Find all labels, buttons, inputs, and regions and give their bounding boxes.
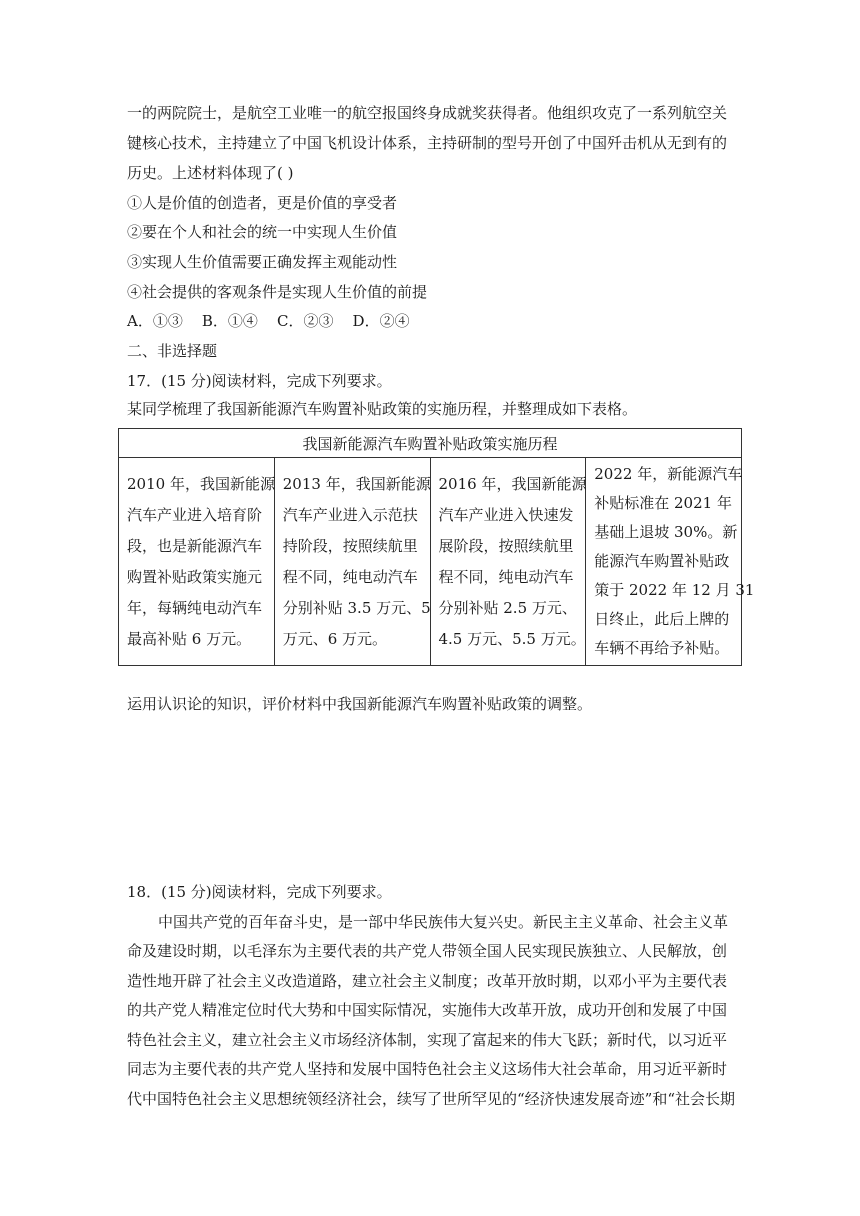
q18-stem: 18．(15 分)阅读材料，完成下列要求。	[127, 883, 392, 901]
q16-option-4: ④社会提供的客观条件是实现人生价值的前提	[127, 283, 428, 301]
q17-stem: 17．(15 分)阅读材料，完成下列要求。	[127, 372, 392, 390]
cell-text: 日终止，此后上牌的	[594, 610, 730, 628]
q18-line-7: 代中国特色社会主义思想统领经济社会，续写了世所罕见的“经济快速发展奇迹”和“社会长期	[127, 1090, 736, 1108]
q16-line-2: 键核心技术，主持建立了中国飞机设计体系，主持研制的型号开创了中国歼击机从无到有的	[127, 134, 728, 152]
cell-text: 2013 年，我国新能源	[282, 474, 431, 493]
cell-text: 汽车产业进入快速发	[438, 505, 574, 524]
q18-line-3: 造性地开辟了社会主义改造道路，建立社会主义制度；改革开放时期，以邓小平为主要代表	[127, 972, 728, 990]
cell-text: 汽车产业进入培育阶	[127, 505, 263, 524]
q17-prompt: 运用认识论的知识，评价材料中我国新能源汽车购置补贴政策的调整。	[127, 695, 593, 713]
cell-text: 能源汽车购置补贴政	[594, 552, 730, 570]
table-cell-2016	[430, 458, 586, 666]
cell-text: 最高补贴 6 万元。	[127, 629, 252, 648]
q16-option-1: ①人是价值的创造者，更是价值的享受者	[127, 194, 398, 212]
q16-option-2: ②要在个人和社会的统一中实现人生价值	[127, 223, 398, 241]
table-cell-2022	[586, 458, 755, 666]
cell-text: 2010 年，我国新能源	[127, 474, 275, 493]
cell-text: 2016 年，我国新能源	[438, 474, 587, 493]
table-title: 我国新能源汽车购置补贴政策实施历程	[119, 429, 742, 458]
cell-text: 策于 2022 年 12 月 31	[594, 581, 755, 599]
cell-text: 汽车产业进入示范扶	[282, 505, 418, 524]
q16-answer-choices: A．①③ B．①④ C．②③ D．②④	[127, 312, 410, 330]
q17-intro: 某同学梳理了我国新能源汽车购置补贴政策的实施历程，并整理成如下表格。	[127, 400, 638, 418]
q18-line-5: 特色社会主义，建立社会主义市场经济体制，实现了富起来的伟大飞跃；新时代，以习近平	[127, 1031, 728, 1049]
cell-text: 段，也是新能源汽车	[127, 536, 263, 555]
cell-text: 持阶段，按照续航里	[282, 536, 418, 555]
cell-text: 2022 年，新能源汽车	[594, 465, 743, 483]
q18-line-4: 的共产党人精准定位时代大势和中国实际情况，实施伟大改革开放，成功开创和发展了中国	[127, 1001, 728, 1019]
section-heading: 二、非选择题	[127, 342, 218, 360]
table-cell-2010	[119, 458, 275, 666]
cell-text: 购置补贴政策实施元	[127, 567, 263, 586]
cell-text: 程不同，纯电动汽车	[282, 567, 418, 586]
table-row	[119, 458, 742, 666]
q16-line-3: 历史。上述材料体现了( )	[127, 164, 294, 182]
cell-text: 4.5 万元、5.5 万元。	[438, 629, 586, 648]
cell-text: 展阶段，按照续航里	[438, 536, 574, 555]
cell-text: 程不同，纯电动汽车	[438, 567, 574, 586]
cell-text: 基础上退坡 30%。新	[594, 523, 738, 541]
cell-text: 补贴标准在 2021 年	[594, 494, 732, 512]
cell-text: 分别补贴 2.5 万元、	[438, 598, 577, 617]
cell-text: 分别补贴 3.5 万元、5	[282, 598, 431, 617]
table-cell-2013	[274, 458, 430, 666]
q18-line-6: 同志为主要代表的共产党人坚持和发展中国特色社会主义这场伟大社会革命，用习近平新时	[127, 1060, 728, 1078]
q16-option-3: ③实现人生价值需要正确发挥主观能动性	[127, 253, 398, 271]
subsidy-policy-table	[118, 428, 755, 666]
q18-line-2: 命及建设时期，以毛泽东为主要代表的共产党人带领全国人民实现民族独立、人民解放，创	[127, 942, 728, 960]
cell-text: 年，每辆纯电动汽车	[127, 598, 263, 617]
q16-line-1: 一的两院院士，是航空工业唯一的航空报国终身成就奖获得者。他组织攻克了一系列航空关	[127, 104, 728, 122]
cell-text: 万元、6 万元。	[282, 629, 388, 648]
q18-line-1: 中国共产党的百年奋斗史，是一部中华民族伟大复兴史。新民主主义革命、社会主义革	[158, 913, 729, 931]
cell-text: 车辆不再给予补贴。	[594, 639, 730, 657]
